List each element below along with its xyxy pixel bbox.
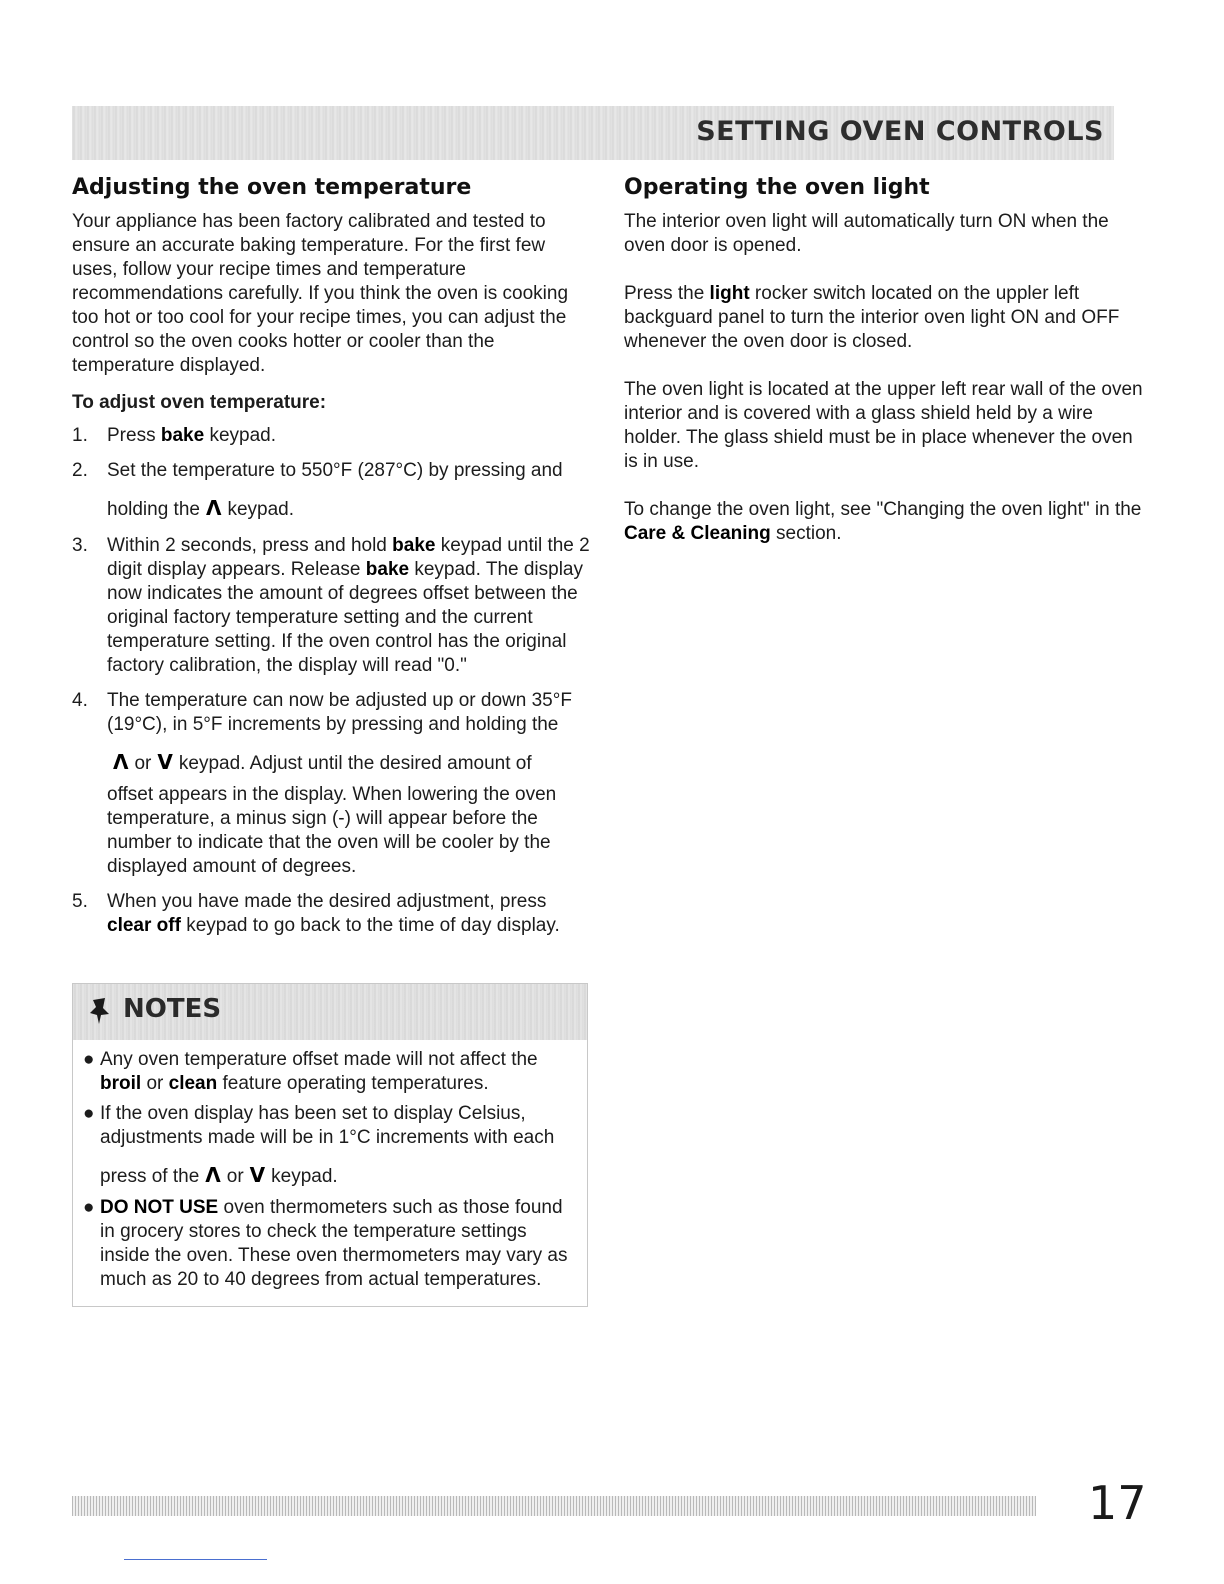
- intro-paragraph: Your appliance has been factory calibrated and tested to ensure an accurate baking temperature. For the first few uses, follow your recipe times and temperature recommendations carefully. If you think the oven is cooking too hot or too cool for your recipe times, you can adjust the control so the oven cooks hotter or cooler than the temperature displayed.: [72, 211, 569, 376]
- light-paragraph-3: The oven light is located at the upper left rear wall of the oven interior and is covered with a glass shield held by a wire holder. The glass shield must be in place whenever the oven is in use.: [624, 379, 1143, 472]
- down-arrow-icon: V: [157, 750, 173, 774]
- section-title: SETTING OVEN CONTROLS: [696, 116, 1104, 147]
- step-3: 3. Within 2 seconds, press and hold bake keypad until the 2 digit display appears. Release bake keypad. The display now indicates the amount of degrees offset between the original factory temperature setting and the current temperature setting. If the oven control has the original factory calibration, the display will read "0.": [72, 535, 590, 676]
- section-banner: [72, 106, 1114, 160]
- light-paragraph-1: The interior oven light will automatically turn ON when the oven door is opened.: [624, 211, 1109, 256]
- step-4: 4. The temperature can now be adjusted up or down 35°F (19°C), in 5°F increments by pressing and holding the Λ or V keypad. Adjust until the desired amount of offset appears in the display. When lowering the oven temperature, a minus sign (-) will appear before the number to indicate that the oven will be cooler by the displayed amount of degrees.: [72, 690, 572, 877]
- page-number: 17: [1088, 1476, 1147, 1530]
- notes-title: NOTES: [123, 994, 222, 1024]
- left-column: [72, 175, 590, 949]
- note-item: ● Any oven temperature offset made will not affect the broil or clean feature operating temperatures.: [83, 1049, 538, 1094]
- step-number: 1.: [72, 425, 88, 446]
- notes-header: [73, 984, 587, 1040]
- step-number: 2.: [72, 460, 88, 481]
- step-number: 3.: [72, 535, 88, 556]
- note-item: ● DO NOT USE oven thermometers such as those found in grocery stores to check the temperature settings inside the oven. These oven thermometers may vary as much as 20 to 40 degrees from actual temperatures.: [83, 1197, 568, 1290]
- step-2: 2. Set the temperature to 550°F (287°C) by pressing and holding the Λ keypad.: [72, 460, 563, 520]
- bullet-icon: ●: [83, 1197, 95, 1218]
- footer-bar: [72, 1496, 1036, 1516]
- pushpin-icon: [87, 996, 113, 1026]
- step-5: 5. When you have made the desired adjustment, press clear off keypad to go back to the time of day display.: [72, 891, 560, 936]
- bullet-icon: ●: [83, 1049, 95, 1070]
- light-paragraph-2: Press the light rocker switch located on the uppler left backguard panel to turn the interior oven light ON and OFF whenever the oven door is closed.: [624, 283, 1120, 352]
- down-arrow-icon: V: [249, 1163, 266, 1187]
- up-arrow-icon: Λ: [113, 750, 129, 774]
- subheading-adjust: To adjust oven temperature:: [72, 392, 327, 413]
- step-number: 4.: [72, 690, 88, 711]
- divider-line: [124, 1559, 267, 1560]
- notes-list: [73, 1040, 587, 1292]
- light-paragraph-4: To change the oven light, see "Changing the oven light" in the Care & Cleaning section.: [624, 499, 1142, 544]
- right-column: [624, 175, 1144, 570]
- up-arrow-icon: Λ: [205, 1163, 221, 1187]
- bullet-icon: ●: [83, 1103, 95, 1124]
- heading-oven-light: Operating the oven light: [624, 175, 930, 200]
- notes-box: [72, 983, 588, 1307]
- step-number: 5.: [72, 891, 88, 912]
- heading-adjust-temperature: Adjusting the oven temperature: [72, 175, 472, 200]
- step-1: 1. Press bake keypad.: [72, 425, 276, 446]
- up-arrow-icon: Λ: [205, 496, 222, 520]
- steps-list: [72, 424, 590, 938]
- note-item: ● If the oven display has been set to display Celsius, adjustments made will be in 1°C increments with each press of the Λ or V keypad.: [83, 1103, 555, 1187]
